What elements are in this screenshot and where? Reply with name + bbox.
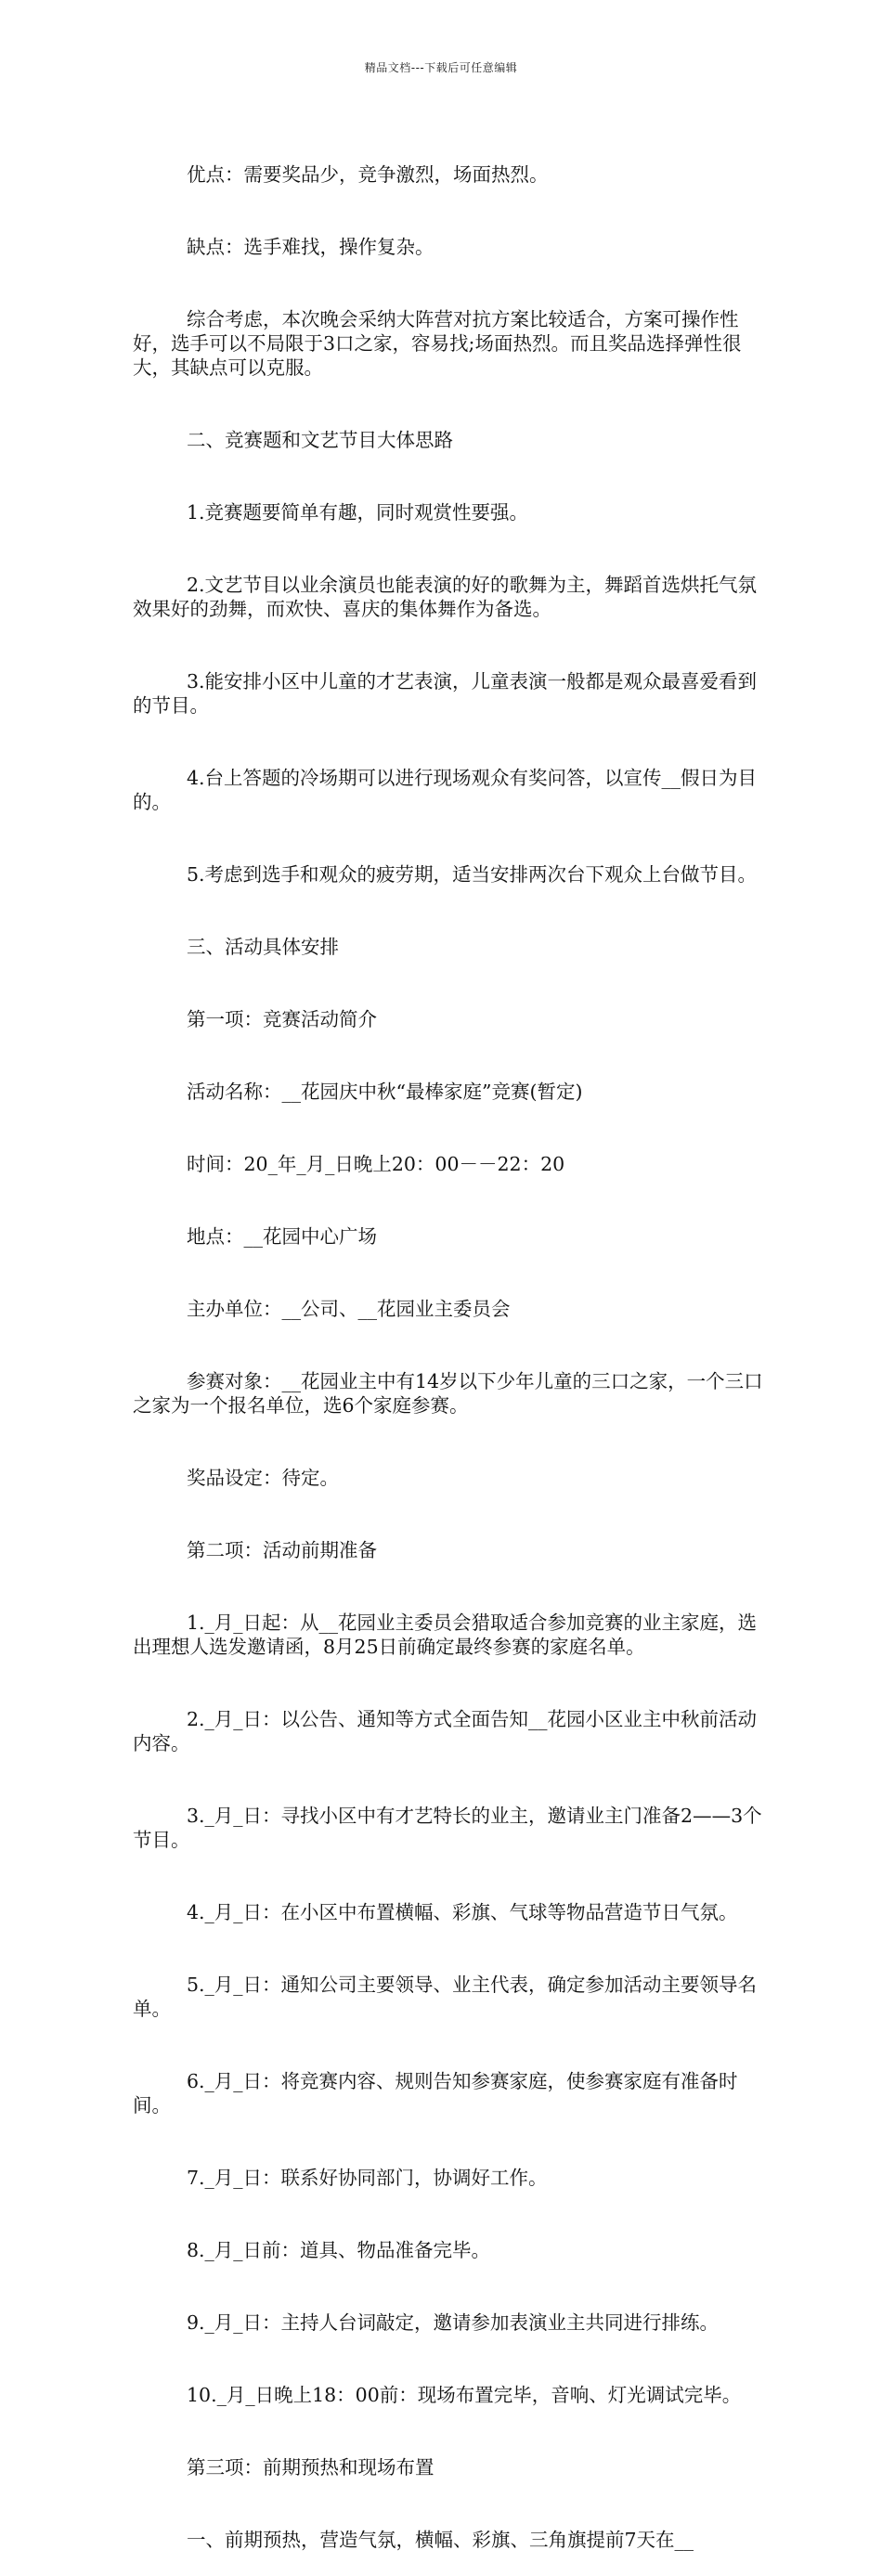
list-item: 7._月_日：联系好协同部门，协调好工作。 — [187, 2167, 548, 2189]
page-header: 精品文档---下载后可任意编辑 — [364, 61, 518, 74]
list-item: 2.文艺节目以业余演员也能表演的好的歌舞为主，舞蹈首选烘托气氛效果好的劲舞，而欢快、喜庆的集体舞作为备选。 — [133, 574, 758, 620]
subsection-heading: 第一项：竞赛活动简介 — [187, 1008, 377, 1030]
paragraph: 活动名称：__花园庆中秋“最棒家庭”竞赛(暂定) — [187, 1081, 583, 1103]
list-item: 5.考虑到选手和观众的疲劳期，适当安排两次台下观众上台做节目。 — [187, 863, 758, 886]
list-item: 4.台上答题的冷场期可以进行现场观众有奖问答，以宣传__假日为目的。 — [133, 767, 758, 813]
paragraph: 时间：20_年_月_日晚上20：00－－22：20 — [187, 1153, 565, 1175]
list-item: 4._月_日：在小区中布置横幅、彩旗、气球等物品营造节日气氛。 — [187, 1901, 738, 1923]
list-item: 5._月_日：通知公司主要领导、业主代表，确定参加活动主要领导名单。 — [133, 1974, 758, 2020]
paragraph: 主办单位：__公司、__花园业主委员会 — [187, 1298, 511, 1320]
list-item: 6._月_日：将竞赛内容、规则告知参赛家庭，使参赛家庭有准备时间。 — [133, 2070, 738, 2116]
paragraph: 奖品设定：待定。 — [187, 1467, 339, 1489]
list-item: 1.竞赛题要简单有趣，同时观赏性要强。 — [187, 501, 529, 524]
paragraph: 一、前期预热，营造气氛，横幅、彩旗、三角旗提前7天在__ — [187, 2529, 694, 2551]
subsection-heading: 第三项：前期预热和现场布置 — [187, 2456, 435, 2479]
section-heading: 三、活动具体安排 — [187, 936, 339, 958]
paragraph: 地点：__花园中心广场 — [187, 1225, 377, 1248]
document-body — [133, 114, 764, 2576]
list-item: 10._月_日晚上18：00前：现场布置完毕，音响、灯光调试完毕。 — [187, 2384, 742, 2406]
list-item: 9._月_日：主持人台词敲定，邀请参加表演业主共同进行排练。 — [187, 2311, 720, 2334]
list-item: 3._月_日：寻找小区中有才艺特长的业主，邀请业主门准备2——3个节目。 — [133, 1805, 762, 1851]
list-item: 1._月_日起：从__花园业主委员会猎取适合参加竞赛的业主家庭，选出理想人选发邀请函，8月25日前确定最终参赛的家庭名单。 — [133, 1612, 758, 1658]
paragraph: 综合考虑，本次晚会采纳大阵营对抗方案比较适合，方案可操作性好，选手可以不局限于3口之家，容易找;场面热烈。而且奖品选择弹性很大，其缺点可以克服。 — [133, 308, 742, 379]
list-item: 3.能安排小区中儿童的才艺表演，儿童表演一般都是观众最喜爱看到的节目。 — [133, 670, 758, 717]
list-item: 8._月_日前：道具、物品准备完毕。 — [187, 2239, 491, 2261]
list-item: 2._月_日：以公告、通知等方式全面告知__花园小区业主中秋前活动内容。 — [133, 1708, 758, 1754]
subsection-heading: 第二项：活动前期准备 — [187, 1539, 377, 1561]
paragraph: 缺点：选手难找，操作复杂。 — [187, 236, 435, 258]
paragraph: 参赛对象：__花园业主中有14岁以下少年儿童的三口之家，一个三口之家为一个报名单位，选6个家庭参赛。 — [133, 1370, 763, 1417]
paragraph: 优点：需要奖品少，竞争激烈，场面热烈。 — [187, 163, 549, 186]
section-heading: 二、竞赛题和文艺节目大体思路 — [187, 429, 453, 451]
